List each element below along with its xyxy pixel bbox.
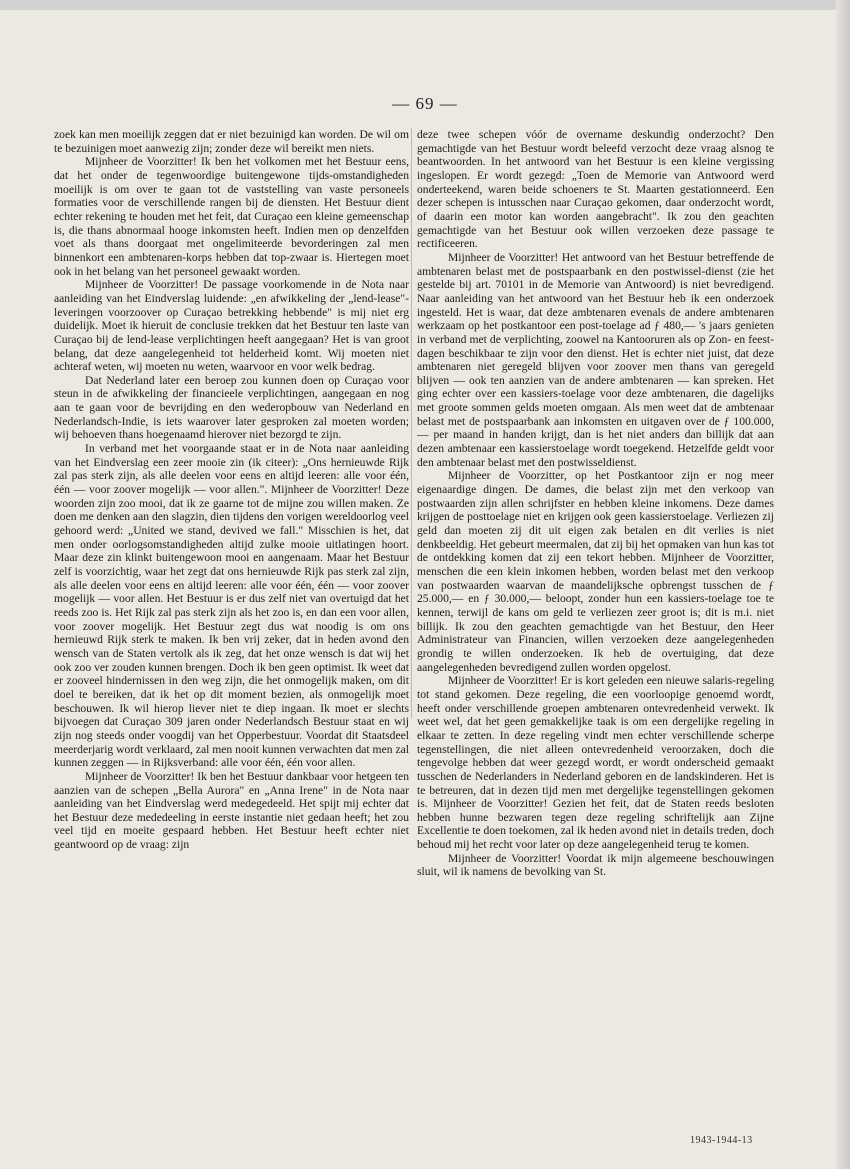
left-paragraph-1: zoek kan men moeilijk zeggen dat er niet bezuinigd kan worden. De wil om te bezuinigen moet aanwezig zijn; zonder deze wil bereikt men niets. bbox=[54, 128, 409, 155]
right-paragraph-3: Mijnheer de Voorzitter, op het Postkantoor zijn er nog meer eigenaardige dingen. De dames, die belast zijn met den verkoop van postwaarden zijn allen schrijfster en hebben kleine inkomens. Deze dames krijgen de posttoelage niet en krijgen ook geen kassierstoelage. Verliezen zij geld dan moeten zij dit uit eigen zak betalen en dit verlies is niet denkbeeldig. Het gebeurt meermalen, dat zij bij het opmaken van hun kas tot de ontdekking komen dat zij een tekort hebben. Mijnheer de Voorzitter, menschen die een klein inkomen hebben, worden belast met den verkoop van postwaarden waarvan de maandelijksche opbrengst tusschen de ƒ 25.000,— en ƒ 30.000,— beloopt, zonder hun een kassiers-toelage toe te kennen, terwijl de kans om geld te verliezen zeer groot is; dit is m.i. niet billijk. Ik zou den geachten gemachtigde van het Bestuur, den Heer Administrateur van Financien, willen verzoeken deze aangelegenheden grondig te willen onderzoeken. Ik heb de overtuiging, dat deze aangelegenheden bevredigend zullen worden opgelost. bbox=[417, 469, 774, 674]
scan-edge-right bbox=[836, 0, 850, 1169]
right-paragraph-4: Mijnheer de Voorzitter! Er is kort geleden een nieuwe salaris-regeling tot stand gekomen. Deze regeling, die een voorloopige genoemd wordt, heeft onder verschillende groepen ambtenaren ontevredenheid verwekt. Ik weet wel, dat het geen gemakkelijke taak is om een dergelijke regeling in elkaar te zetten. In deze regeling vindt men echter verschillende scherpe tegenstellingen, die niet alleen ontevredenheid veroorzaken, doch die tengevolge hebben dat weer gezegd wordt, er wordt onderscheid gemaakt tusschen de Nederlanders in Nederland geboren en de landskinderen. Het is te betreuren, dat in dezen tijd men met dergelijke tegenstellingen gekomen is. Mijnheer de Voorzitter! Gezien het feit, dat de Staten reeds besloten hebben hunne bezwaren tegen deze regeling schriftelijk aan Zijne Excellentie te doen toekomen, zal ik heden avond niet in details treden, doch behoud mij het recht voor later op deze aangelegenheid terug te komen. bbox=[417, 674, 774, 852]
right-column bbox=[417, 128, 774, 1128]
right-paragraph-2: Mijnheer de Voorzitter! Het antwoord van het Bestuur betreffende de ambtenaren belast met de postspaarbank en den postwissel-dienst (zie het gestelde bij art. 70101 in de Memorie van Antwoord) is niet bevredigend. Naar aanleiding van het antwoord van het Bestuur heb ik een onderzoek ingesteld. Het is waar, dat deze ambtenaren evenals de andere ambtenaren werkzaam op het postkantoor een post-toelage ad ƒ 480,— 's jaars genieten in verband met de verplichting, zoowel na Kantooruren als op Zon- en feest-dagen beschikbaar te zijn voor den dienst. Het is echter niet juist, dat deze ambtenaren niet geregeld blijven voor zoover men thans van geregeld blijven — ook ten aanzien van de andere ambtenaren — kan spreken. Het ging echter over een kassiers-toelage voor deze ambtenaren, die dagelijks met groote sommen gelds moeten omgaan. Als men weet dat de ambtenaar belast met de postspaarbank aan inkomsten en uitgaven over de ƒ 100.000,— per maand in handen krijgt, dan is het niet anders dan billijk dat aan dezen ambtenaar een kassierstoelage wordt toegekend. Hetzelfde geldt voor den ambtenaar belast met den postwisseldienst. bbox=[417, 250, 774, 469]
column-divider bbox=[411, 128, 412, 718]
left-column bbox=[54, 128, 409, 1128]
right-paragraph-5: Mijnheer de Voorzitter! Voordat ik mijn algemeene beschouwingen sluit, wil ik namens de bevolking van St. bbox=[417, 851, 774, 879]
scan-edge-top bbox=[0, 0, 850, 10]
left-paragraph-4: Dat Nederland later een beroep zou kunnen doen op Curaçao voor steun in de afwikkeling der financieele verplichtingen, aangegaan en nog aan te gaan voor de bevrijding en den wederopbouw van Nederland en Nederlandsch-Indie, is iets waarover later gesproken zal moeten worden; wij behoeven thans hoegenaamd hierover niet bezorgd te zijn. bbox=[54, 373, 409, 442]
page-number: — 69 — bbox=[392, 94, 458, 113]
footer-code: 1943-1944-13 bbox=[690, 1135, 753, 1146]
left-paragraph-6: Mijnheer de Voorzitter! Ik ben het Bestuur dankbaar voor hetgeen ten aanzien van de schepen „Bella Aurora" en „Anna Irene" in de Nota naar aanleiding van het Eindverslag werd medegedeeld. Het spijt mij echter dat het Bestuur deze mededeeling in eerste instantie niet gedaan heeft; het zou veel tijd en moeite gespaard hebben. Het Bestuur heeft echter niet geantwoord op de vraag: zijn bbox=[54, 769, 409, 852]
right-paragraph-1: deze twee schepen vóór de overname deskundig onderzocht? Den gemachtigde van het Bestuur wordt beleefd verzocht deze vraag alsnog te beantwoorden. In het antwoord van het Bestuur is een kleine vergissing ingeslopen. Er wordt gezegd: „Toen de Memorie van Antwoord werd onderteekend, waren beide schoeners te St. Maarten gestationneerd. Een dezer schepen is intusschen naar Curaçao gekomen, daar onderzocht wordt, of daarin een motor kan worden aangebracht". Ik zou den geachten gemachtigde van het Bestuur ook willen verzoeken deze passage te rectificeeren. bbox=[417, 128, 774, 251]
left-paragraph-5: In verband met het voorgaande staat er in de Nota naar aanleiding van het Eindverslag een zeer mooie zin (ik citeer): „Ons hernieuwde Rijk zal pas sterk zijn, als alle deelen voor eens en altijd leeren: alle voor één, één — voor zoover mogelijk — voor allen.". Mijnheer de Voorzitter! Deze woorden zijn zoo mooi, dat ik ze gaarne tot de mijne zou willen maken. Ze doen me denken aan den slagzin, dien tijdens den vorigen wereldoorlog veel gehoord werd: „United we stand, devived we fall." Misschien is het, dat men onder oorlogsomstandigheden altijd zulke mooie uitlatingen hoort. Maar deze zin klinkt buitengewoon mooi en aangenaam. Maar het Bestuur zelf is voorzichtig, waar het zegt dat ons hernieuwde Rijk pas sterk zal zijn, als alle deelen voor eens en altijd leeren: alle voor één, één — voor zoover mogelijk — voor allen. Het Bestuur is er dus zelf niet van overtuigd dat het reeds zoo is. Het Rijk zal pas sterk zijn als het zoo is, en dan een voor allen, voor zoover mogelijk. Het Bestuur zegt dus wat noodig is om ons hernieuwd Rijk sterk te maken. Ik ben vrij zeker, dat in heden avond den wensch van de Staten vertolk als ik zeg, dat het onze wensch is dat wij het ook zoo ver zouden kunnen brengen. Doch ik ben geen optimist. Ik weet dat er zooveel hindernissen in den weg zijn, die het onmogelijk maken, om dit doel te bereiken, dat ik het op dit moment bezien, als onmogelijk moet beschouwen. Ik wil hierop liever niet te diep ingaan. Ik moet er slechts bijvoegen dat Curaçao 309 jaren onder Nederlandsch Bestuur staat en wij zijn nog steeds onder voogdij van het Opperbestuur. Voordat dit Staatsdeel meerderjarig wordt verklaard, zal men nooit kunnen verwachten dat men zal kunnen zeggen — in Rijksverband: alle voor één, één voor allen. bbox=[54, 442, 409, 770]
left-paragraph-3: Mijnheer de Voorzitter! De passage voorkomende in de Nota naar aanleiding van het Eindverslag luidende: „en afwikkeling der „lend-lease"-leveringen voorzoover op Curaçao betrekking hebbende" is mij niet erg duidelijk. Moet ik hieruit de conclusie trekken dat het Bestuur ten laste van Curaçao bij de lend-lease verplichtingen heeft aangegaan? Het is van groot belang, dat deze aangelegenheid tot helderheid komt. Wij moeten niet achteraf weten, wij moeten nu weten, waarvoor en voor welk bedrag. bbox=[54, 278, 409, 374]
left-paragraph-2: Mijnheer de Voorzitter! Ik ben het volkomen met het Bestuur eens, dat het onder de tegenwoordige buitengewone tijds-omstandigheden moeilijk is om over te gaan tot de vaststelling van vaste personeels formaties voor de verschillende rangen bij de diensten. Het Bestuur dient echter rekening te houden met het feit, dat Curaçao een kleine gemeenschap is, die thans abnormaal hooge inkomsten heeft. Indien men op denzelfden voet als thans doorgaat met ongelimiteerde bevorderingen zal men binnenkort een ambtenaren-korps hebben dat top-zwaar is. Hiertegen moet ook in het belang van het personeel gewaakt worden. bbox=[54, 155, 409, 278]
